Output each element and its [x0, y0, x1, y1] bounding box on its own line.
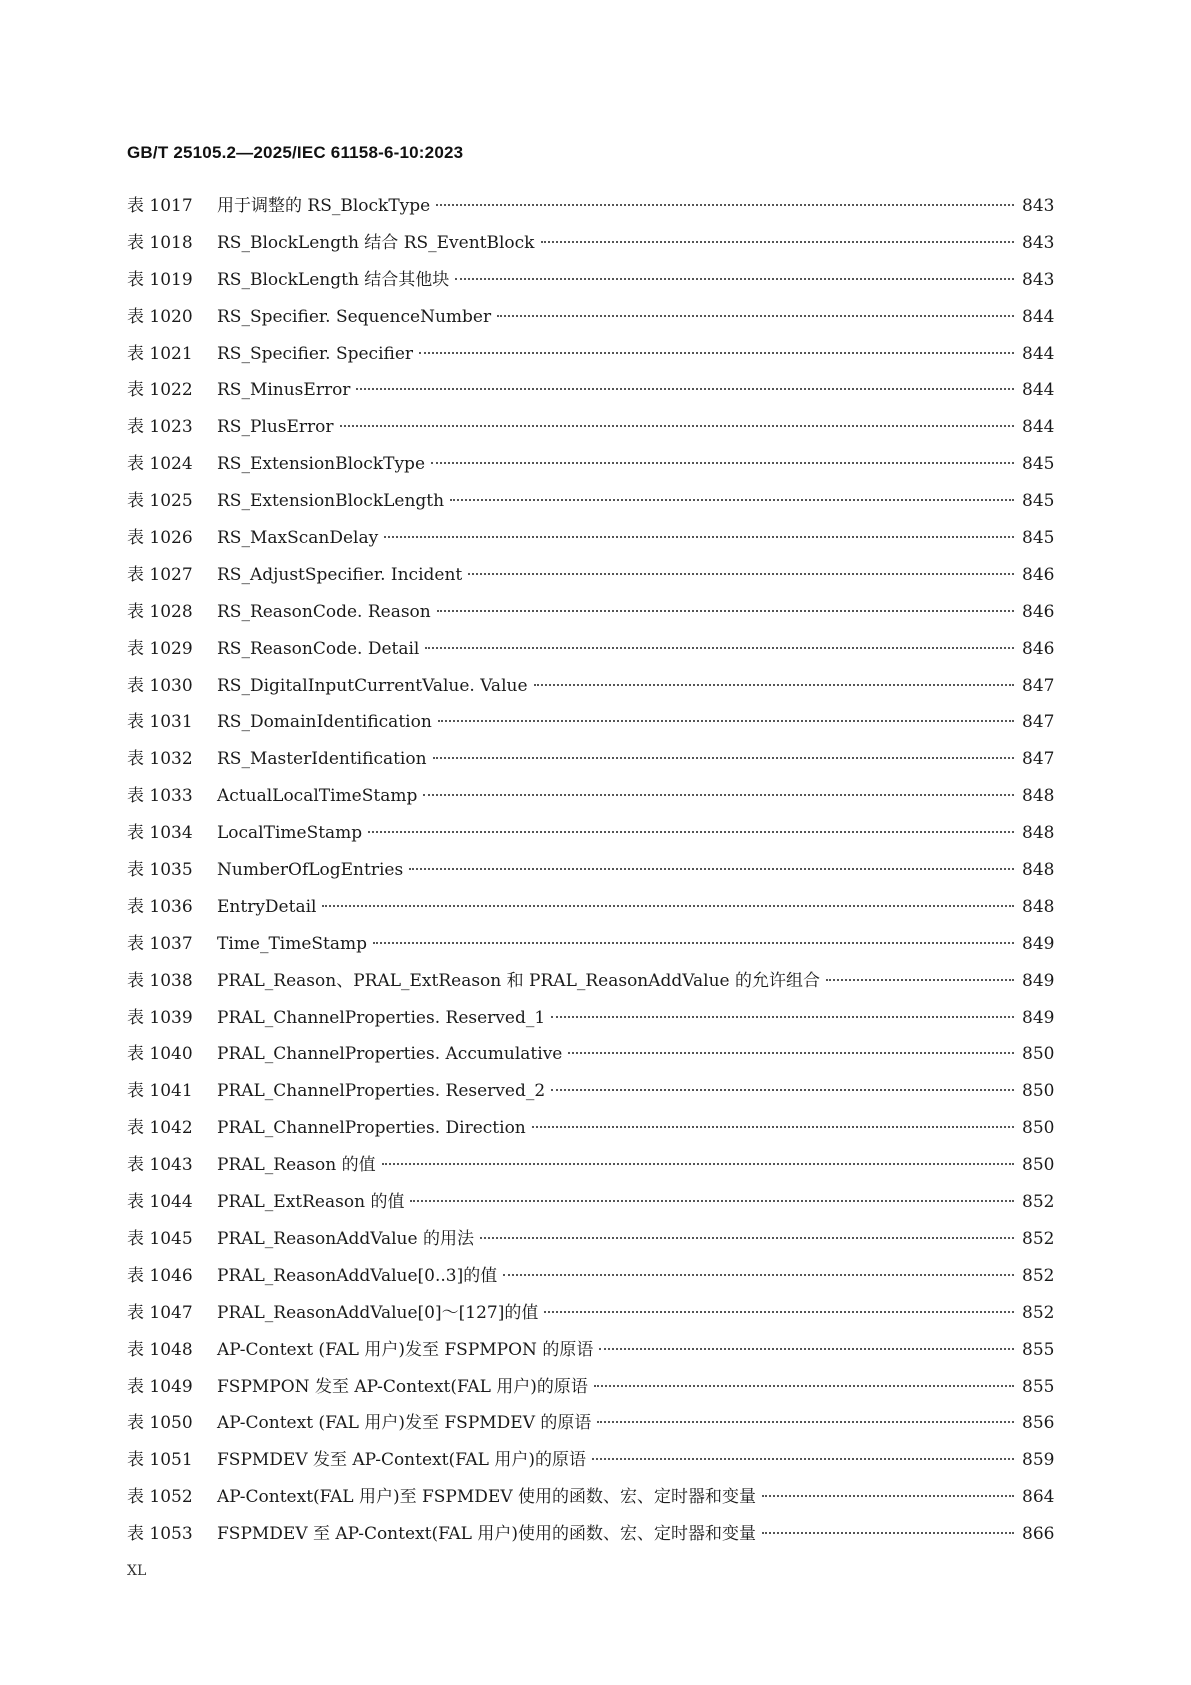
toc-leader-dots: [597, 1421, 1014, 1423]
toc-entry-title: FSPMPON 发至 AP-Context(FAL 用户)的原语: [217, 1376, 588, 1397]
toc-leader-dots: [373, 942, 1014, 944]
toc-leader-dots: [497, 315, 1014, 317]
toc-leader-dots: [762, 1532, 1014, 1534]
toc-entry-page: 845: [1022, 528, 1055, 549]
toc-entry-label: 表 1046: [127, 1265, 193, 1286]
toc-entry-title: RS_BlockLength 结合 RS_EventBlock: [217, 232, 535, 253]
toc-entry[interactable]: [127, 1190, 1054, 1227]
toc-entry-title: PRAL_ReasonAddValue 的用法: [217, 1228, 474, 1249]
toc-entry[interactable]: [127, 452, 1054, 489]
toc-entry-label: 表 1033: [127, 786, 193, 807]
toc-entry-title: PRAL_ExtReason 的值: [217, 1192, 405, 1213]
toc-entry-page: 847: [1022, 712, 1055, 733]
toc-leader-dots: [382, 1163, 1014, 1165]
toc-entry-title: RS_ReasonCode. Reason: [217, 601, 431, 622]
toc-entry-title: RS_MasterIdentification: [217, 749, 427, 770]
toc-entry-title: RS_ReasonCode. Detail: [217, 638, 420, 659]
toc-leader-dots: [534, 684, 1014, 686]
toc-entry-page: 850: [1022, 1155, 1055, 1176]
toc-entry-page: 848: [1022, 860, 1055, 881]
toc-leader-dots: [423, 794, 1014, 796]
toc-entry[interactable]: [127, 1006, 1054, 1043]
toc-entry-label: 表 1024: [127, 454, 193, 475]
toc-entry-label: 表 1038: [127, 970, 193, 991]
toc-entry-title: RS_DomainIdentification: [217, 712, 432, 733]
toc-leader-dots: [592, 1458, 1014, 1460]
toc-entry-title: PRAL_ChannelProperties. Accumulative: [217, 1044, 563, 1065]
toc-entry-page: 849: [1022, 1007, 1055, 1028]
toc-entry[interactable]: [127, 268, 1054, 305]
toc-entry-title: RS_Specifier. SequenceNumber: [217, 306, 492, 327]
page-number: XL: [127, 1563, 147, 1579]
toc-entry-page: 864: [1022, 1487, 1055, 1508]
toc-entry-page: 859: [1022, 1450, 1055, 1471]
toc-leader-dots: [410, 1200, 1014, 1202]
toc-entry-label: 表 1027: [127, 564, 193, 585]
toc-entry-page: 847: [1022, 675, 1055, 696]
toc-entry[interactable]: [127, 784, 1054, 821]
toc-entry[interactable]: [127, 231, 1054, 268]
toc-entry-page: 849: [1022, 933, 1055, 954]
toc-entry-title: RS_MaxScanDelay: [217, 528, 379, 549]
toc-entry-page: 856: [1022, 1413, 1055, 1434]
toc-entry-page: 845: [1022, 454, 1055, 475]
toc-entry-title: PRAL_ReasonAddValue[0..3]的值: [217, 1265, 498, 1286]
toc-entry[interactable]: [127, 932, 1054, 969]
toc-entry-title: PRAL_Reason、PRAL_ExtReason 和 PRAL_ReasonAddValue 的允许组合: [217, 970, 821, 991]
toc-entry-title: LocalTimeStamp: [217, 823, 363, 844]
toc-entry-label: 表 1041: [127, 1081, 193, 1102]
toc-entry-page: 852: [1022, 1302, 1055, 1323]
toc-entry[interactable]: [127, 747, 1054, 784]
toc-entry[interactable]: [127, 1042, 1054, 1079]
toc-entry-label: 表 1029: [127, 638, 193, 659]
toc-entry-page: 846: [1022, 564, 1055, 585]
toc-entry-title: PRAL_ChannelProperties. Direction: [217, 1118, 526, 1139]
toc-entry-label: 表 1034: [127, 823, 193, 844]
toc-leader-dots: [480, 1237, 1014, 1239]
toc-leader-dots: [431, 462, 1014, 464]
toc-entry[interactable]: [127, 1079, 1054, 1116]
toc-entry-label: 表 1031: [127, 712, 193, 733]
toc-entry-title: FSPMDEV 至 AP-Context(FAL 用户)使用的函数、宏、定时器和变量: [217, 1524, 756, 1545]
toc-leader-dots: [425, 647, 1014, 649]
toc-entry-page: 844: [1022, 343, 1055, 364]
toc-entry[interactable]: [127, 895, 1054, 932]
toc-entry[interactable]: [127, 1485, 1054, 1522]
toc-leader-dots: [433, 757, 1014, 759]
toc-entry-label: 表 1018: [127, 232, 193, 253]
toc-entry-label: 表 1032: [127, 749, 193, 770]
toc-entry-title: RS_PlusError: [217, 417, 334, 438]
toc-entry-label: 表 1019: [127, 269, 193, 290]
toc-entry-title: AP-Context (FAL 用户)发至 FSPMDEV 的原语: [217, 1413, 592, 1434]
toc-leader-dots: [419, 352, 1014, 354]
toc-entry-page: 848: [1022, 786, 1055, 807]
toc-leader-dots: [762, 1495, 1014, 1497]
toc-entry[interactable]: [127, 342, 1054, 379]
toc-leader-dots: [551, 1016, 1014, 1018]
toc-entry-label: 表 1044: [127, 1192, 193, 1213]
toc-entry-label: 表 1026: [127, 528, 193, 549]
toc-entry-title: RS_AdjustSpecifier. Incident: [217, 564, 463, 585]
toc-entry-page: 843: [1022, 269, 1055, 290]
toc-leader-dots: [568, 1052, 1014, 1054]
toc-entry[interactable]: [127, 1411, 1054, 1448]
toc-entry-page: 850: [1022, 1118, 1055, 1139]
toc-entry-page: 852: [1022, 1265, 1055, 1286]
toc-entry-title: RS_DigitalInputCurrentValue. Value: [217, 675, 528, 696]
toc-entry-page: 852: [1022, 1192, 1055, 1213]
toc-entry[interactable]: [127, 563, 1054, 600]
toc-entry[interactable]: [127, 1448, 1054, 1485]
toc-entry-page: 844: [1022, 306, 1055, 327]
toc-entry-title: 用于调整的 RS_BlockType: [217, 196, 431, 216]
toc-entry-label: 表 1050: [127, 1413, 193, 1434]
toc-entry-page: 846: [1022, 638, 1055, 659]
toc-entry[interactable]: [127, 858, 1054, 895]
toc-entry[interactable]: [127, 1522, 1054, 1559]
toc-entry-page: 855: [1022, 1376, 1055, 1397]
toc-entry-label: 表 1030: [127, 675, 193, 696]
toc-entry-label: 表 1052: [127, 1487, 193, 1508]
toc-entry[interactable]: [127, 378, 1054, 415]
toc-entry-page: 843: [1022, 232, 1055, 253]
toc-entry[interactable]: [127, 1116, 1054, 1153]
toc-entry-page: 847: [1022, 749, 1055, 770]
toc-leader-dots: [551, 1089, 1014, 1091]
toc-entry-page: 845: [1022, 491, 1055, 512]
toc-leader-dots: [438, 720, 1014, 722]
toc-leader-dots: [450, 499, 1014, 501]
toc-entry-title: PRAL_Reason 的值: [217, 1155, 376, 1176]
toc-entry-label: 表 1021: [127, 343, 193, 364]
toc-entry[interactable]: [127, 821, 1054, 858]
toc-leader-dots: [532, 1126, 1014, 1128]
toc-entry-title: PRAL_ReasonAddValue[0]～[127]的值: [217, 1302, 539, 1323]
toc-entry[interactable]: [127, 600, 1054, 637]
toc-entry-title: ActualLocalTimeStamp: [217, 786, 418, 807]
toc-leader-dots: [455, 278, 1014, 280]
toc-entry[interactable]: [127, 1153, 1054, 1190]
toc-entry[interactable]: [127, 1301, 1054, 1338]
toc-entry[interactable]: [127, 1338, 1054, 1375]
toc-entry-page: 848: [1022, 823, 1055, 844]
toc-entry[interactable]: [127, 194, 1054, 231]
toc-entry-label: 表 1039: [127, 1007, 193, 1028]
document-header: GB/T 25105.2—2025/IEC 61158-6-10:2023: [127, 143, 464, 162]
toc-entry-label: 表 1022: [127, 380, 193, 401]
toc-entry-title: RS_ExtensionBlockLength: [217, 491, 445, 512]
toc-entry-label: 表 1037: [127, 933, 193, 954]
toc-entry[interactable]: [127, 1375, 1054, 1412]
toc-entry-label: 表 1025: [127, 491, 193, 512]
toc-entry-page: 844: [1022, 417, 1055, 438]
toc-entry[interactable]: [127, 489, 1054, 526]
toc-leader-dots: [437, 610, 1014, 612]
toc-entry-page: 848: [1022, 896, 1055, 917]
toc-entry-page: 866: [1022, 1524, 1055, 1545]
toc-entry[interactable]: [127, 1264, 1054, 1301]
toc-leader-dots: [826, 979, 1014, 981]
toc-entry-label: 表 1049: [127, 1376, 193, 1397]
toc-entry-label: 表 1042: [127, 1118, 193, 1139]
toc-entry-label: 表 1053: [127, 1524, 193, 1545]
toc-entry-label: 表 1048: [127, 1339, 193, 1360]
toc-entry-title: RS_ExtensionBlockType: [217, 454, 426, 475]
toc-leader-dots: [322, 905, 1014, 907]
toc-entry-label: 表 1047: [127, 1302, 193, 1323]
toc-entry-label: 表 1043: [127, 1155, 193, 1176]
toc-leader-dots: [340, 425, 1014, 427]
toc-entry-label: 表 1017: [127, 196, 193, 216]
toc-entry-page: 850: [1022, 1044, 1055, 1065]
toc-entry-title: PRAL_ChannelProperties. Reserved_2: [217, 1081, 546, 1102]
toc-entry-title: FSPMDEV 发至 AP-Context(FAL 用户)的原语: [217, 1450, 586, 1471]
toc-entry-title: PRAL_ChannelProperties. Reserved_1: [217, 1007, 546, 1028]
toc-leader-dots: [409, 868, 1014, 870]
toc-leader-dots: [468, 573, 1014, 575]
toc-entry-page: 849: [1022, 970, 1055, 991]
toc-entry-page: 844: [1022, 380, 1055, 401]
toc-leader-dots: [544, 1311, 1014, 1313]
toc-entry-page: 855: [1022, 1339, 1055, 1360]
toc-entry-label: 表 1020: [127, 306, 193, 327]
toc-entry-label: 表 1023: [127, 417, 193, 438]
toc-entry-label: 表 1035: [127, 860, 193, 881]
toc-entry[interactable]: [127, 637, 1054, 674]
toc-entry-label: 表 1028: [127, 601, 193, 622]
toc-leader-dots: [503, 1274, 1014, 1276]
toc-entry-page: 846: [1022, 601, 1055, 622]
toc-entry-title: NumberOfLogEntries: [217, 860, 404, 881]
toc-leader-dots: [541, 241, 1015, 243]
toc-entry-label: 表 1036: [127, 896, 193, 917]
toc-entry-title: AP-Context (FAL 用户)发至 FSPMPON 的原语: [217, 1339, 594, 1360]
toc-entry[interactable]: [127, 526, 1054, 563]
toc-entry[interactable]: [127, 969, 1054, 1006]
toc-leader-dots: [356, 388, 1014, 390]
toc-entry-title: Time_TimeStamp: [217, 933, 368, 954]
toc-entry[interactable]: [127, 415, 1054, 452]
toc-leader-dots: [436, 204, 1014, 206]
toc-leader-dots: [384, 536, 1014, 538]
toc-leader-dots: [599, 1348, 1014, 1350]
toc-entry-label: 表 1051: [127, 1450, 193, 1471]
toc-entry-title: EntryDetail: [217, 896, 317, 917]
table-of-contents: [127, 194, 1054, 1559]
toc-leader-dots: [368, 831, 1014, 833]
toc-entry-page: 843: [1022, 196, 1055, 216]
toc-entry-label: 表 1040: [127, 1044, 193, 1065]
toc-entry-title: AP-Context(FAL 用户)至 FSPMDEV 使用的函数、宏、定时器和变量: [217, 1487, 756, 1508]
toc-entry-title: RS_Specifier. Specifier: [217, 343, 414, 364]
toc-entry-title: RS_MinusError: [217, 380, 351, 401]
toc-entry-page: 850: [1022, 1081, 1055, 1102]
toc-entry[interactable]: [127, 305, 1054, 342]
toc-entry[interactable]: [127, 710, 1054, 747]
toc-leader-dots: [594, 1385, 1014, 1387]
toc-entry[interactable]: [127, 1227, 1054, 1264]
toc-entry-title: RS_BlockLength 结合其他块: [217, 269, 450, 290]
toc-entry-page: 852: [1022, 1228, 1055, 1249]
toc-entry[interactable]: [127, 674, 1054, 711]
toc-entry-label: 表 1045: [127, 1228, 193, 1249]
